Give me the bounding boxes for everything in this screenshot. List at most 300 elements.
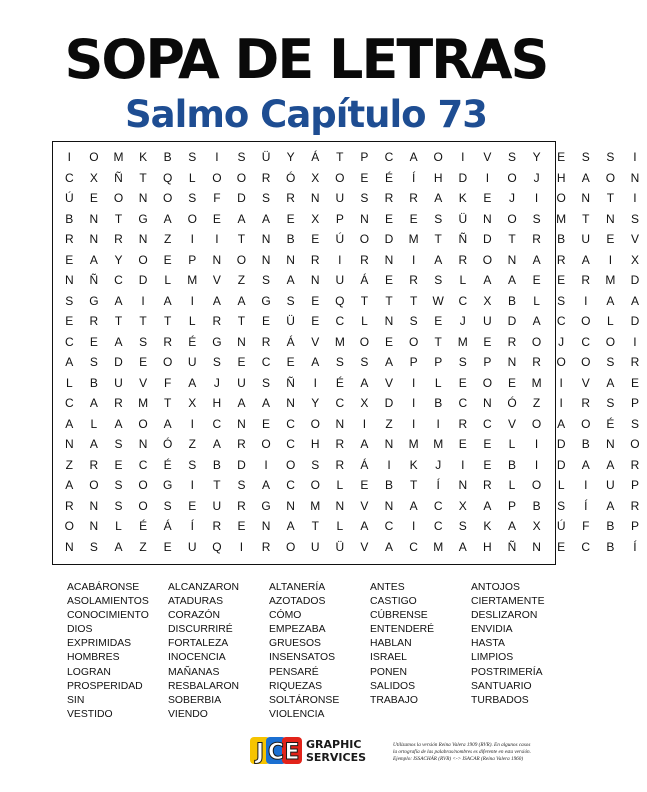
grid-cell[interactable]: É [335, 375, 344, 390]
grid-cell[interactable]: O [581, 355, 591, 369]
grid-cell[interactable]: Ó [507, 396, 517, 410]
grid-cell[interactable]: L [164, 273, 172, 287]
grid-cell[interactable]: A [581, 170, 590, 185]
grid-cell[interactable]: L [508, 478, 516, 492]
grid-cell[interactable]: A [434, 252, 443, 267]
grid-cell[interactable]: D [556, 437, 566, 451]
grid-cell[interactable]: A [630, 293, 639, 308]
grid-cell[interactable]: P [409, 355, 418, 369]
grid-cell[interactable]: N [335, 498, 345, 513]
grid-cell[interactable]: L [336, 519, 344, 533]
grid-cell[interactable]: Z [532, 396, 541, 410]
grid-cell[interactable]: S [458, 355, 467, 369]
grid-cell[interactable]: A [360, 375, 369, 390]
grid-cell[interactable]: S [581, 150, 590, 164]
grid-cell[interactable]: U [335, 273, 345, 287]
grid-cell[interactable]: N [384, 252, 394, 267]
grid-cell[interactable]: U [310, 539, 320, 554]
grid-cell[interactable]: B [581, 437, 590, 451]
grid-cell[interactable]: M [531, 375, 542, 390]
grid-cell[interactable]: A [237, 396, 246, 410]
grid-cell[interactable]: E [212, 211, 221, 226]
grid-cell[interactable]: A [360, 437, 369, 451]
grid-cell[interactable]: N [310, 191, 320, 205]
grid-cell[interactable]: O [335, 170, 345, 185]
grid-cell[interactable]: A [114, 539, 123, 554]
grid-cell[interactable]: I [362, 416, 367, 431]
grid-cell[interactable]: Ñ [286, 375, 295, 390]
grid-cell[interactable]: L [90, 416, 98, 431]
grid-cell[interactable]: A [89, 396, 98, 410]
grid-cell[interactable]: O [261, 437, 271, 451]
grid-cell[interactable]: R [335, 457, 345, 472]
grid-cell[interactable]: R [409, 191, 418, 205]
grid-cell[interactable]: O [285, 539, 296, 554]
grid-cell[interactable]: T [409, 478, 418, 492]
grid-cell[interactable]: A [385, 539, 394, 554]
grid-cell[interactable]: E [557, 539, 566, 554]
grid-cell[interactable]: B [89, 375, 98, 390]
grid-cell[interactable]: C [286, 416, 295, 431]
grid-cell[interactable]: I [534, 457, 539, 472]
grid-cell[interactable]: R [581, 396, 591, 410]
grid-cell[interactable]: D [237, 191, 246, 205]
grid-cell[interactable]: P [360, 150, 369, 164]
grid-cell[interactable]: I [411, 519, 416, 533]
grid-cell[interactable]: A [532, 314, 541, 328]
grid-cell[interactable]: X [630, 252, 639, 267]
grid-cell[interactable]: S [262, 273, 271, 287]
grid-cell[interactable]: E [89, 191, 98, 205]
grid-cell[interactable]: E [89, 334, 98, 349]
grid-cell[interactable]: A [409, 150, 418, 164]
grid-cell[interactable]: E [237, 355, 246, 369]
grid-cell[interactable]: O [285, 457, 296, 472]
grid-cell[interactable]: S [335, 355, 344, 369]
grid-cell[interactable]: M [187, 273, 198, 287]
grid-cell[interactable]: N [237, 416, 246, 431]
grid-cell[interactable]: R [360, 252, 369, 267]
grid-cell[interactable]: N [483, 211, 492, 226]
grid-cell[interactable]: Ú [556, 519, 566, 533]
grid-cell[interactable]: M [433, 539, 444, 554]
grid-cell[interactable]: D [114, 355, 123, 369]
grid-cell[interactable]: N [507, 252, 517, 267]
grid-cell[interactable]: E [606, 232, 615, 246]
grid-cell[interactable]: A [483, 498, 492, 513]
grid-cell[interactable]: É [163, 457, 172, 472]
grid-cell[interactable]: C [335, 396, 345, 410]
grid-cell[interactable]: M [310, 498, 321, 513]
grid-cell[interactable]: T [139, 170, 147, 185]
grid-cell[interactable]: C [114, 273, 123, 287]
grid-cell[interactable]: E [385, 334, 394, 349]
grid-cell[interactable]: A [409, 498, 418, 513]
grid-cell[interactable]: F [164, 375, 172, 390]
grid-cell[interactable]: A [163, 211, 172, 226]
grid-cell[interactable]: E [385, 211, 394, 226]
grid-cell[interactable]: I [461, 457, 465, 472]
grid-cell[interactable]: A [434, 191, 443, 205]
grid-cell[interactable]: I [264, 457, 268, 472]
grid-cell[interactable]: F [213, 191, 221, 205]
grid-cell[interactable]: L [508, 437, 516, 451]
grid-cell[interactable]: A [483, 273, 492, 287]
grid-cell[interactable]: C [286, 437, 295, 451]
grid-cell[interactable]: I [190, 478, 194, 492]
grid-cell[interactable]: T [434, 334, 442, 349]
grid-cell[interactable]: Ó [163, 437, 173, 451]
grid-cell[interactable]: R [89, 314, 99, 328]
grid-cell[interactable]: O [507, 211, 517, 226]
grid-cell[interactable]: Ú [335, 232, 345, 246]
grid-cell[interactable]: C [409, 539, 418, 554]
grid-cell[interactable]: D [630, 273, 640, 287]
grid-cell[interactable]: E [163, 539, 172, 554]
grid-cell[interactable]: E [458, 437, 467, 451]
grid-cell[interactable]: V [360, 539, 369, 554]
grid-cell[interactable]: I [485, 170, 490, 185]
grid-cell[interactable]: D [384, 396, 394, 410]
grid-cell[interactable]: N [581, 191, 591, 205]
grid-cell[interactable]: O [89, 150, 99, 164]
grid-cell[interactable]: Q [163, 170, 173, 185]
grid-cell[interactable]: I [141, 293, 145, 308]
grid-cell[interactable]: É [139, 519, 148, 533]
grid-cell[interactable]: S [286, 293, 295, 308]
grid-cell[interactable]: B [606, 519, 615, 533]
grid-cell[interactable]: T [164, 396, 172, 410]
grid-cell[interactable]: E [114, 457, 123, 472]
grid-cell[interactable]: T [508, 232, 516, 246]
grid-cell[interactable]: P [630, 396, 639, 410]
grid-cell[interactable]: N [89, 498, 99, 513]
grid-cell[interactable]: R [556, 252, 566, 267]
grid-cell[interactable]: A [89, 252, 98, 267]
grid-cell[interactable]: C [212, 416, 222, 431]
grid-cell[interactable]: A [581, 252, 590, 267]
grid-cell[interactable]: O [310, 416, 320, 431]
grid-cell[interactable]: M [433, 437, 444, 451]
grid-cell[interactable]: R [507, 334, 517, 349]
grid-cell[interactable]: B [212, 457, 221, 472]
grid-cell[interactable]: L [533, 293, 540, 308]
grid-cell[interactable]: R [630, 498, 640, 513]
grid-cell[interactable]: A [65, 355, 74, 369]
grid-cell[interactable]: O [482, 252, 493, 267]
grid-cell[interactable]: I [633, 191, 637, 205]
grid-cell[interactable]: M [605, 273, 616, 287]
grid-cell[interactable]: E [262, 416, 271, 431]
grid-cell[interactable]: O [310, 478, 320, 492]
grid-cell[interactable]: S [434, 273, 443, 287]
grid-cell[interactable]: O [581, 314, 591, 328]
grid-cell[interactable]: Á [286, 334, 295, 349]
grid-cell[interactable]: O [482, 375, 493, 390]
grid-cell[interactable]: A [262, 478, 271, 492]
grid-cell[interactable]: U [335, 191, 345, 205]
grid-cell[interactable]: S [311, 457, 320, 472]
grid-cell[interactable]: I [534, 191, 539, 205]
grid-cell[interactable]: E [360, 170, 369, 185]
grid-cell[interactable]: M [408, 437, 419, 451]
grid-cell[interactable]: H [310, 437, 320, 451]
grid-cell[interactable]: N [138, 191, 148, 205]
grid-cell[interactable]: S [557, 293, 566, 308]
grid-cell[interactable]: L [607, 314, 614, 328]
grid-cell[interactable]: D [384, 232, 394, 246]
grid-cell[interactable]: N [89, 211, 99, 226]
grid-cell[interactable]: H [556, 170, 566, 185]
grid-cell[interactable]: Ñ [507, 539, 517, 554]
grid-cell[interactable]: S [630, 416, 639, 431]
grid-cell[interactable]: I [608, 252, 613, 267]
grid-cell[interactable]: V [212, 273, 221, 287]
grid-cell[interactable]: P [630, 478, 639, 492]
grid-cell[interactable]: T [409, 293, 418, 308]
grid-cell[interactable]: L [65, 375, 73, 390]
grid-cell[interactable]: O [163, 191, 173, 205]
grid-cell[interactable]: S [262, 191, 271, 205]
grid-cell[interactable]: U [212, 498, 222, 513]
grid-cell[interactable]: S [114, 498, 123, 513]
grid-cell[interactable]: M [556, 211, 567, 226]
grid-cell[interactable]: E [163, 252, 172, 267]
grid-cell[interactable]: T [385, 293, 393, 308]
grid-cell[interactable]: O [163, 355, 173, 369]
grid-cell[interactable]: O [236, 170, 247, 185]
grid-cell[interactable]: O [507, 170, 517, 185]
grid-cell[interactable]: S [237, 150, 246, 164]
grid-cell[interactable]: S [532, 211, 541, 226]
grid-cell[interactable]: O [605, 334, 616, 349]
grid-cell[interactable]: N [384, 437, 394, 451]
grid-cell[interactable]: C [483, 416, 492, 431]
grid-cell[interactable]: A [212, 293, 221, 308]
grid-cell[interactable]: E [532, 273, 541, 287]
grid-cell[interactable]: Y [532, 150, 541, 164]
grid-cell[interactable]: Y [286, 150, 295, 164]
grid-cell[interactable]: R [458, 416, 468, 431]
grid-cell[interactable]: U [483, 314, 492, 328]
grid-cell[interactable]: A [262, 396, 271, 410]
grid-cell[interactable]: D [507, 314, 517, 328]
grid-cell[interactable]: C [64, 396, 74, 410]
grid-cell[interactable]: G [261, 293, 271, 308]
grid-cell[interactable]: O [581, 416, 591, 431]
grid-cell[interactable]: R [630, 355, 640, 369]
grid-cell[interactable]: J [533, 170, 540, 185]
grid-cell[interactable]: O [359, 334, 370, 349]
grid-cell[interactable]: D [237, 457, 246, 472]
grid-cell[interactable]: N [138, 437, 148, 451]
grid-cell[interactable]: C [581, 539, 591, 554]
grid-cell[interactable]: U [237, 375, 246, 390]
grid-cell[interactable]: I [461, 150, 465, 164]
grid-cell[interactable]: N [261, 519, 271, 533]
grid-cell[interactable]: O [531, 334, 542, 349]
grid-cell[interactable]: H [212, 396, 222, 410]
grid-cell[interactable]: I [534, 437, 539, 451]
grid-cell[interactable]: A [237, 211, 246, 226]
grid-cell[interactable]: R [163, 334, 172, 349]
grid-cell[interactable]: K [409, 457, 418, 472]
grid-cell[interactable]: B [557, 232, 566, 246]
grid-cell[interactable]: M [408, 232, 419, 246]
grid-cell[interactable]: J [435, 457, 442, 472]
grid-cell[interactable]: E [286, 355, 295, 369]
grid-cell[interactable]: C [581, 334, 591, 349]
grid-cell[interactable]: L [188, 170, 196, 185]
grid-cell[interactable]: A [458, 539, 467, 554]
grid-cell[interactable]: M [457, 334, 468, 349]
grid-cell[interactable]: L [361, 314, 368, 328]
grid-cell[interactable]: T [213, 478, 221, 492]
grid-cell[interactable]: I [387, 457, 391, 472]
grid-cell[interactable]: S [188, 191, 197, 205]
grid-cell[interactable]: T [336, 150, 344, 164]
grid-cell[interactable]: G [138, 211, 148, 226]
grid-cell[interactable]: Ü [335, 539, 345, 554]
grid-cell[interactable]: T [434, 232, 442, 246]
grid-cell[interactable]: S [65, 293, 74, 308]
grid-cell[interactable]: R [261, 334, 271, 349]
grid-cell[interactable]: D [458, 170, 468, 185]
grid-cell[interactable]: A [114, 416, 123, 431]
grid-cell[interactable]: U [187, 539, 197, 554]
grid-cell[interactable]: N [384, 498, 394, 513]
grid-cell[interactable]: E [483, 437, 492, 451]
grid-cell[interactable]: A [212, 437, 221, 451]
grid-cell[interactable]: O [236, 252, 247, 267]
grid-cell[interactable]: N [630, 170, 640, 185]
grid-cell[interactable]: N [89, 519, 99, 533]
grid-cell[interactable]: C [384, 519, 394, 533]
grid-cell[interactable]: E [65, 314, 74, 328]
grid-cell[interactable]: O [138, 416, 148, 431]
grid-cell[interactable]: N [458, 478, 468, 492]
grid-cell[interactable]: D [138, 273, 148, 287]
grid-cell[interactable]: J [459, 314, 466, 328]
grid-cell[interactable]: A [237, 293, 246, 308]
grid-cell[interactable]: N [64, 273, 74, 287]
grid-cell[interactable]: U [187, 355, 197, 369]
grid-cell[interactable]: E [483, 334, 492, 349]
grid-cell[interactable]: N [286, 396, 295, 410]
grid-cell[interactable]: A [311, 355, 320, 369]
grid-cell[interactable]: C [433, 498, 443, 513]
grid-cell[interactable]: I [215, 232, 219, 246]
grid-cell[interactable]: R [212, 519, 222, 533]
grid-cell[interactable]: A [606, 375, 615, 390]
grid-cell[interactable]: R [310, 252, 320, 267]
grid-cell[interactable]: L [115, 519, 122, 533]
grid-cell[interactable]: A [581, 457, 590, 472]
grid-cell[interactable]: F [582, 519, 590, 533]
grid-cell[interactable]: A [507, 273, 516, 287]
grid-cell[interactable]: I [338, 252, 342, 267]
grid-cell[interactable]: R [335, 437, 345, 451]
grid-cell[interactable]: X [458, 498, 467, 513]
grid-cell[interactable]: S [188, 150, 197, 164]
grid-cell[interactable]: S [606, 396, 615, 410]
grid-cell[interactable]: Z [188, 437, 196, 451]
grid-cell[interactable]: R [532, 232, 541, 246]
grid-cell[interactable]: É [385, 170, 394, 185]
grid-cell[interactable]: Á [360, 457, 369, 472]
grid-cell[interactable]: Í [411, 170, 416, 185]
grid-cell[interactable]: A [360, 519, 369, 533]
grid-cell[interactable]: A [557, 416, 566, 431]
grid-cell[interactable]: R [261, 170, 271, 185]
grid-cell[interactable]: M [113, 150, 124, 164]
grid-cell[interactable]: A [188, 375, 197, 390]
grid-cell[interactable]: P [630, 519, 639, 533]
grid-cell[interactable]: C [261, 355, 271, 369]
grid-cell[interactable]: S [237, 478, 246, 492]
grid-cell[interactable]: N [261, 252, 271, 267]
grid-cell[interactable]: V [311, 334, 320, 349]
grid-cell[interactable]: S [114, 478, 123, 492]
grid-cell[interactable]: S [630, 211, 639, 226]
grid-cell[interactable]: K [483, 519, 492, 533]
grid-cell[interactable]: B [507, 293, 516, 308]
grid-cell[interactable]: M [334, 334, 345, 349]
grid-cell[interactable]: A [606, 293, 615, 308]
grid-cell[interactable]: B [606, 539, 615, 554]
grid-cell[interactable]: S [606, 355, 615, 369]
grid-cell[interactable]: S [163, 498, 172, 513]
grid-cell[interactable]: E [630, 375, 639, 390]
grid-cell[interactable]: J [213, 375, 220, 390]
grid-cell[interactable]: S [89, 539, 98, 554]
grid-cell[interactable]: I [190, 293, 194, 308]
grid-cell[interactable]: T [114, 211, 123, 226]
grid-cell[interactable]: Ü [458, 211, 468, 226]
grid-cell[interactable]: I [559, 396, 563, 410]
grid-cell[interactable]: B [434, 396, 443, 410]
grid-cell[interactable]: I [411, 252, 416, 267]
grid-cell[interactable]: Ñ [458, 232, 468, 246]
grid-cell[interactable]: C [556, 314, 566, 328]
grid-cell[interactable]: Í [190, 519, 194, 533]
grid-cell[interactable]: E [286, 211, 295, 226]
grid-cell[interactable]: O [556, 191, 566, 205]
grid-cell[interactable]: P [507, 498, 516, 513]
grid-cell[interactable]: E [458, 375, 467, 390]
grid-cell[interactable]: X [89, 170, 98, 185]
grid-cell[interactable]: W [432, 293, 444, 308]
grid-cell[interactable]: A [606, 457, 615, 472]
grid-cell[interactable]: I [633, 334, 637, 349]
grid-cell[interactable]: C [458, 396, 468, 410]
grid-cell[interactable]: Ú [64, 191, 74, 205]
grid-cell[interactable]: V [139, 375, 148, 390]
grid-cell[interactable]: I [559, 375, 563, 390]
grid-cell[interactable]: Z [164, 232, 172, 246]
grid-cell[interactable]: B [65, 211, 74, 226]
grid-cell[interactable]: A [606, 498, 615, 513]
grid-cell[interactable]: Y [311, 396, 320, 410]
grid-cell[interactable]: Á [360, 273, 369, 287]
grid-cell[interactable]: R [409, 273, 418, 287]
grid-cell[interactable]: V [360, 498, 369, 513]
grid-cell[interactable]: C [335, 314, 345, 328]
grid-cell[interactable]: R [261, 539, 271, 554]
grid-cell[interactable]: T [237, 314, 246, 328]
grid-cell[interactable]: E [311, 293, 320, 308]
grid-cell[interactable]: C [384, 150, 394, 164]
